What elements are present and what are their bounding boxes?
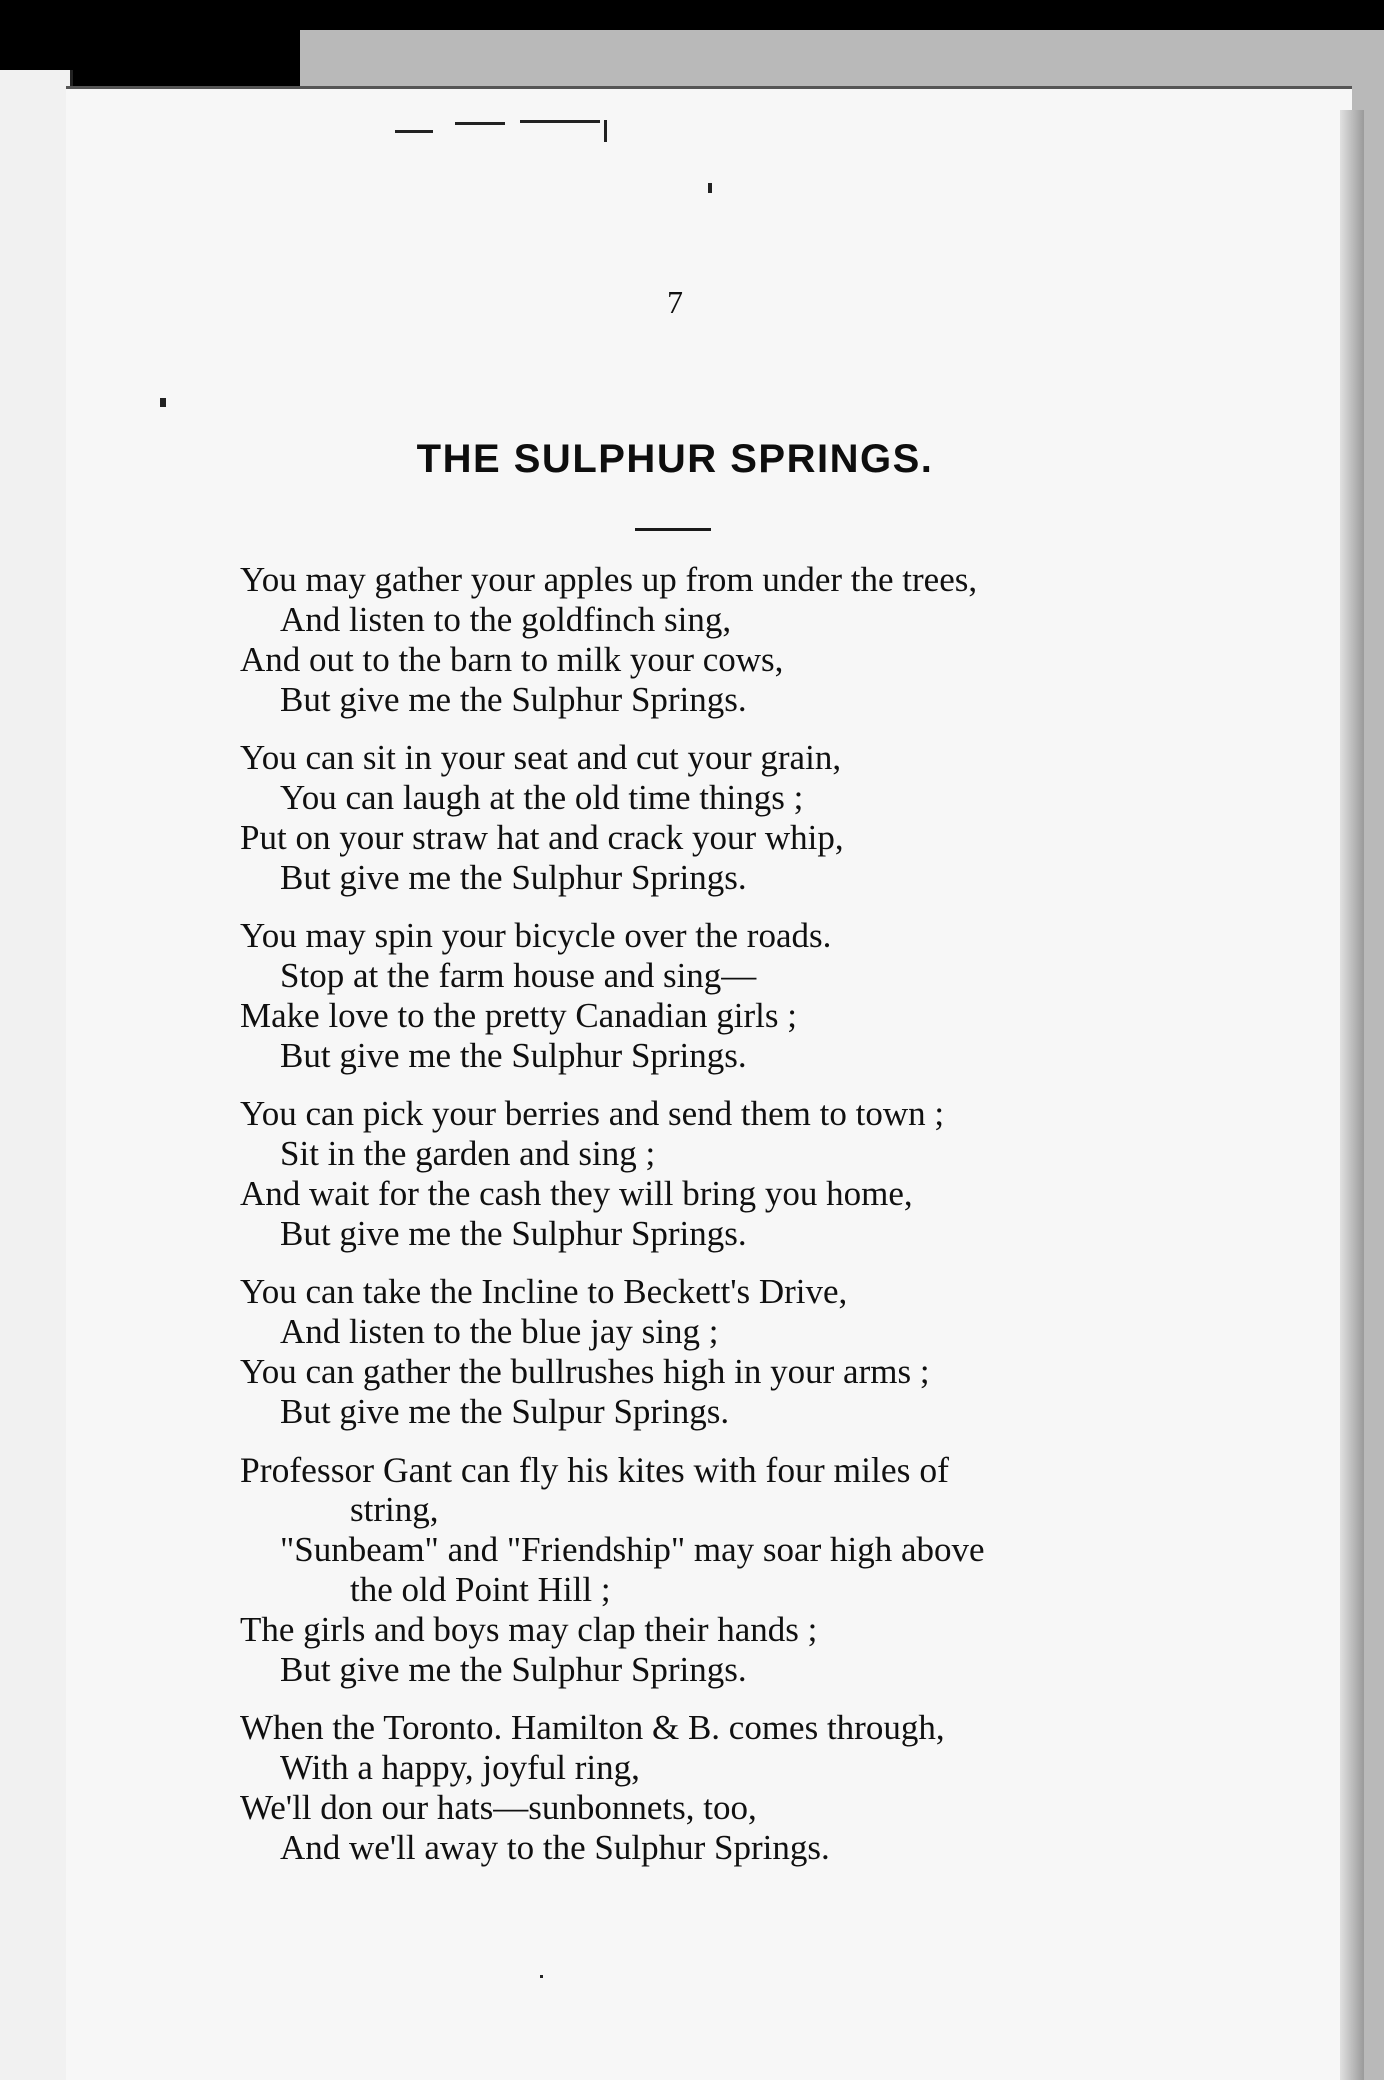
poem-line: Put on your straw hat and crack your whip, [240,818,844,857]
poem-line: You can take the Incline to Beckett's Drive, [240,1272,848,1311]
poem-line: But give me the Sulpur Springs. [280,1392,730,1431]
stanza-2 [240,738,1120,898]
ink-speck [395,130,433,133]
stanza-6 [240,1450,1120,1690]
poem-line: You may spin your bicycle over the roads. [240,916,832,955]
poem-line: And listen to the blue jay sing ; [280,1312,719,1351]
poem-line: the old Point Hill ; [350,1570,611,1609]
poem-line: But give me the Sulphur Springs. [280,680,747,719]
stanza-1 [240,560,1120,720]
facing-page-edge [0,70,73,2080]
poem-line: With a happy, joyful ring, [280,1748,640,1787]
ink-speck [540,1975,543,1978]
poem-line: Stop at the farm house and sing— [280,956,757,995]
poem-line: We'll don our hats—sunbonnets, too, [240,1788,757,1827]
poem-line: string, [350,1490,439,1529]
title-rule [635,528,711,531]
stanza-7 [240,1708,1120,1868]
poem-line: But give me the Sulphur Springs. [280,1036,747,1075]
poem-line: You can gather the bullrushes high in your arms ; [240,1352,930,1391]
page-number: 7 [667,284,683,320]
page-edge-shadow [1340,110,1364,2080]
poem-line: You can laugh at the old time things ; [280,778,804,817]
poem-line: And wait for the cash they will bring you home, [240,1174,913,1213]
poem-line: Sit in the garden and sing ; [280,1134,656,1173]
ink-speck [160,398,166,407]
poem-line: The girls and boys may clap their hands ; [240,1610,818,1649]
poem-line: But give me the Sulphur Springs. [280,858,747,897]
ink-speck [520,120,600,123]
poem-line: You can pick your berries and send them to town ; [240,1094,945,1133]
poem-line: And listen to the goldfinch sing, [280,600,732,639]
stanza-5 [240,1272,1120,1432]
ink-speck [604,120,607,142]
poem-line: You can sit in your seat and cut your grain, [240,738,842,777]
poem-title: THE SULPHUR SPRINGS. [416,437,934,481]
poem-body [240,560,1120,1886]
poem-line: When the Toronto. Hamilton & B. comes through, [240,1708,945,1747]
poem-line: "Sunbeam" and "Friendship" may soar high above [280,1530,985,1569]
poem-line: And out to the barn to milk your cows, [240,640,784,679]
poem-line: But give me the Sulphur Springs. [280,1214,747,1253]
poem-line: Make love to the pretty Canadian girls ; [240,996,797,1035]
ink-speck [455,122,505,125]
poem-line: But give me the Sulphur Springs. [280,1650,747,1689]
poem-line: You may gather your apples up from under the trees, [240,560,978,599]
stanza-3 [240,916,1120,1076]
poem-line: Professor Gant can fly his kites with four miles of [240,1450,949,1490]
stanza-4 [240,1094,1120,1254]
poem-line: And we'll away to the Sulphur Springs. [280,1828,830,1867]
ink-speck [708,183,712,193]
